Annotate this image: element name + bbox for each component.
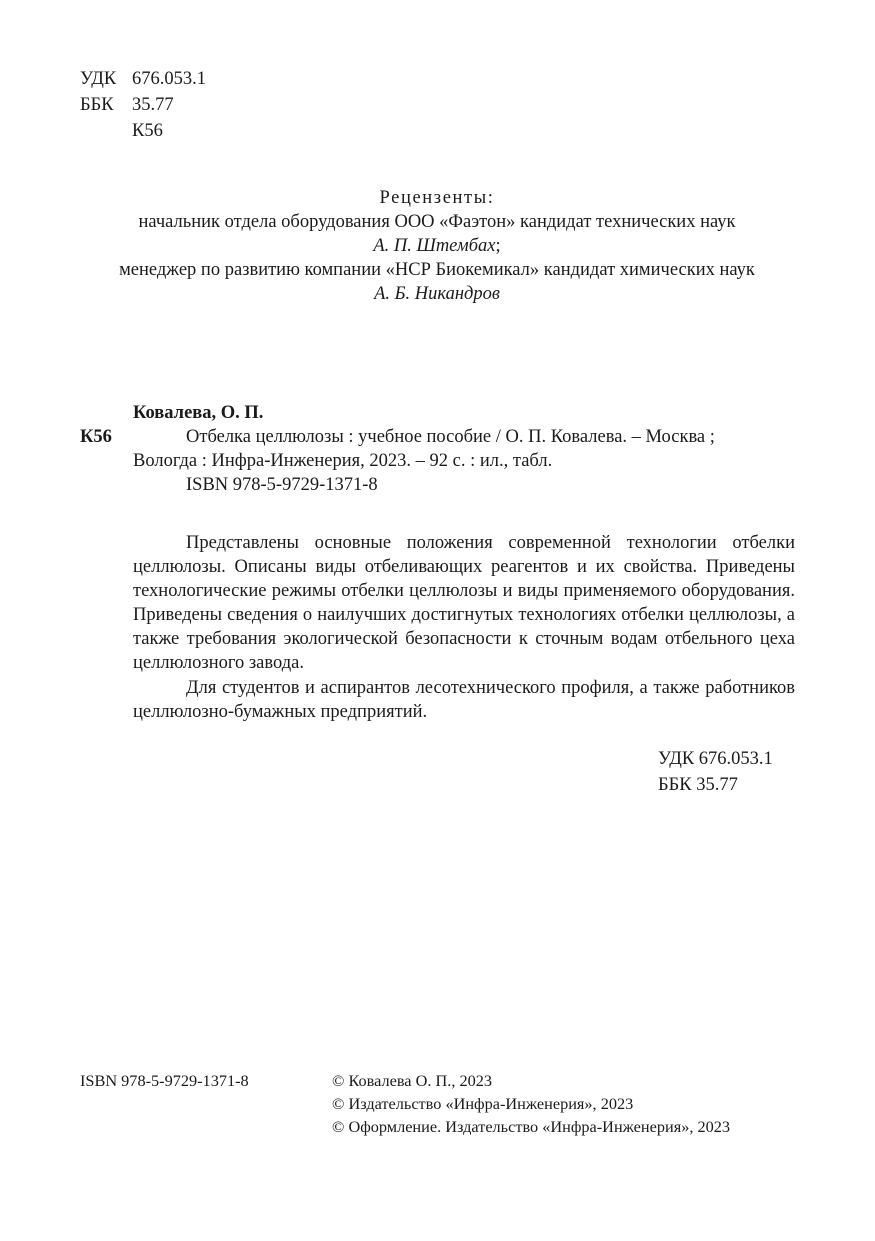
bbk-label: ББК — [80, 95, 114, 115]
record-author: Ковалева, О. П. — [133, 403, 264, 423]
index-codes — [658, 746, 773, 798]
bbk-row — [80, 92, 206, 118]
annotation — [133, 531, 795, 724]
copyright-design: © Оформление. Издательство «Инфра-Инженерия», 2023 — [332, 1117, 731, 1136]
reviewers-block — [80, 186, 794, 306]
annotation-paragraph-1: Представлены основные положения современной технологии отбелки целлюлозы. Описаны виды отбеливающих реагентов и их свойства. Приведены технологические режимы отбелки целлюлозы и виды применяемого оборудования. Приведены сведения о наилучших достигнутых технологиях отбелки целлюлозы, а также требования экологической безопасности к сточным водам отбельного цеха целлюлозного завода. — [133, 533, 795, 674]
record-publisher-line: Вологда : Инфра-Инженерия, 2023. – 92 с. : ил., табл. — [133, 451, 553, 471]
reviewer1-position: начальник отдела оборудования ООО «Фаэтон» кандидат технических наук — [138, 212, 736, 232]
author-code: К56 — [132, 121, 163, 141]
reviewer1-line — [80, 234, 794, 258]
bibliographic-record — [80, 401, 800, 497]
index-bbk: ББК 35.77 — [658, 775, 738, 795]
copyright-publisher: © Издательство «Инфра-Инженерия», 2023 — [332, 1094, 634, 1113]
reviewer1-name: А. П. Штембах — [373, 236, 496, 256]
reviewer2-position: менеджер по развитию компании «НСР Биокемикал» кандидат химических наук — [119, 260, 755, 280]
udk-value: 676.053.1 — [132, 69, 206, 89]
classification-block — [80, 66, 206, 144]
reviewers-heading: Рецензенты: — [379, 188, 495, 208]
record-title-row — [80, 425, 800, 449]
copyright-author: © Ковалева О. П., 2023 — [332, 1071, 493, 1090]
copyright-list — [332, 1069, 730, 1138]
footer-isbn: ISBN 978-5-9729-1371-8 — [80, 1071, 249, 1090]
index-udk: УДК 676.053.1 — [658, 749, 773, 769]
author-code-row — [80, 118, 206, 144]
record-title-line: Отбелка целлюлозы : учебное пособие / О. П. Ковалева. – Москва ; — [186, 427, 715, 447]
udk-row — [80, 66, 206, 92]
udk-label: УДК — [80, 69, 117, 89]
reviewer2-name: А. Б. Никандров — [374, 284, 500, 304]
record-isbn: ISBN 978-5-9729-1371-8 — [186, 475, 378, 495]
record-code: К56 — [80, 427, 112, 447]
annotation-paragraph-2: Для студентов и аспирантов лесотехнического профиля, а также работников целлюлозно-бумажных предприятий. — [133, 677, 795, 722]
reviewer1-suffix: ; — [495, 236, 501, 256]
bbk-value: 35.77 — [132, 95, 174, 115]
reviewer2-line — [80, 282, 794, 306]
